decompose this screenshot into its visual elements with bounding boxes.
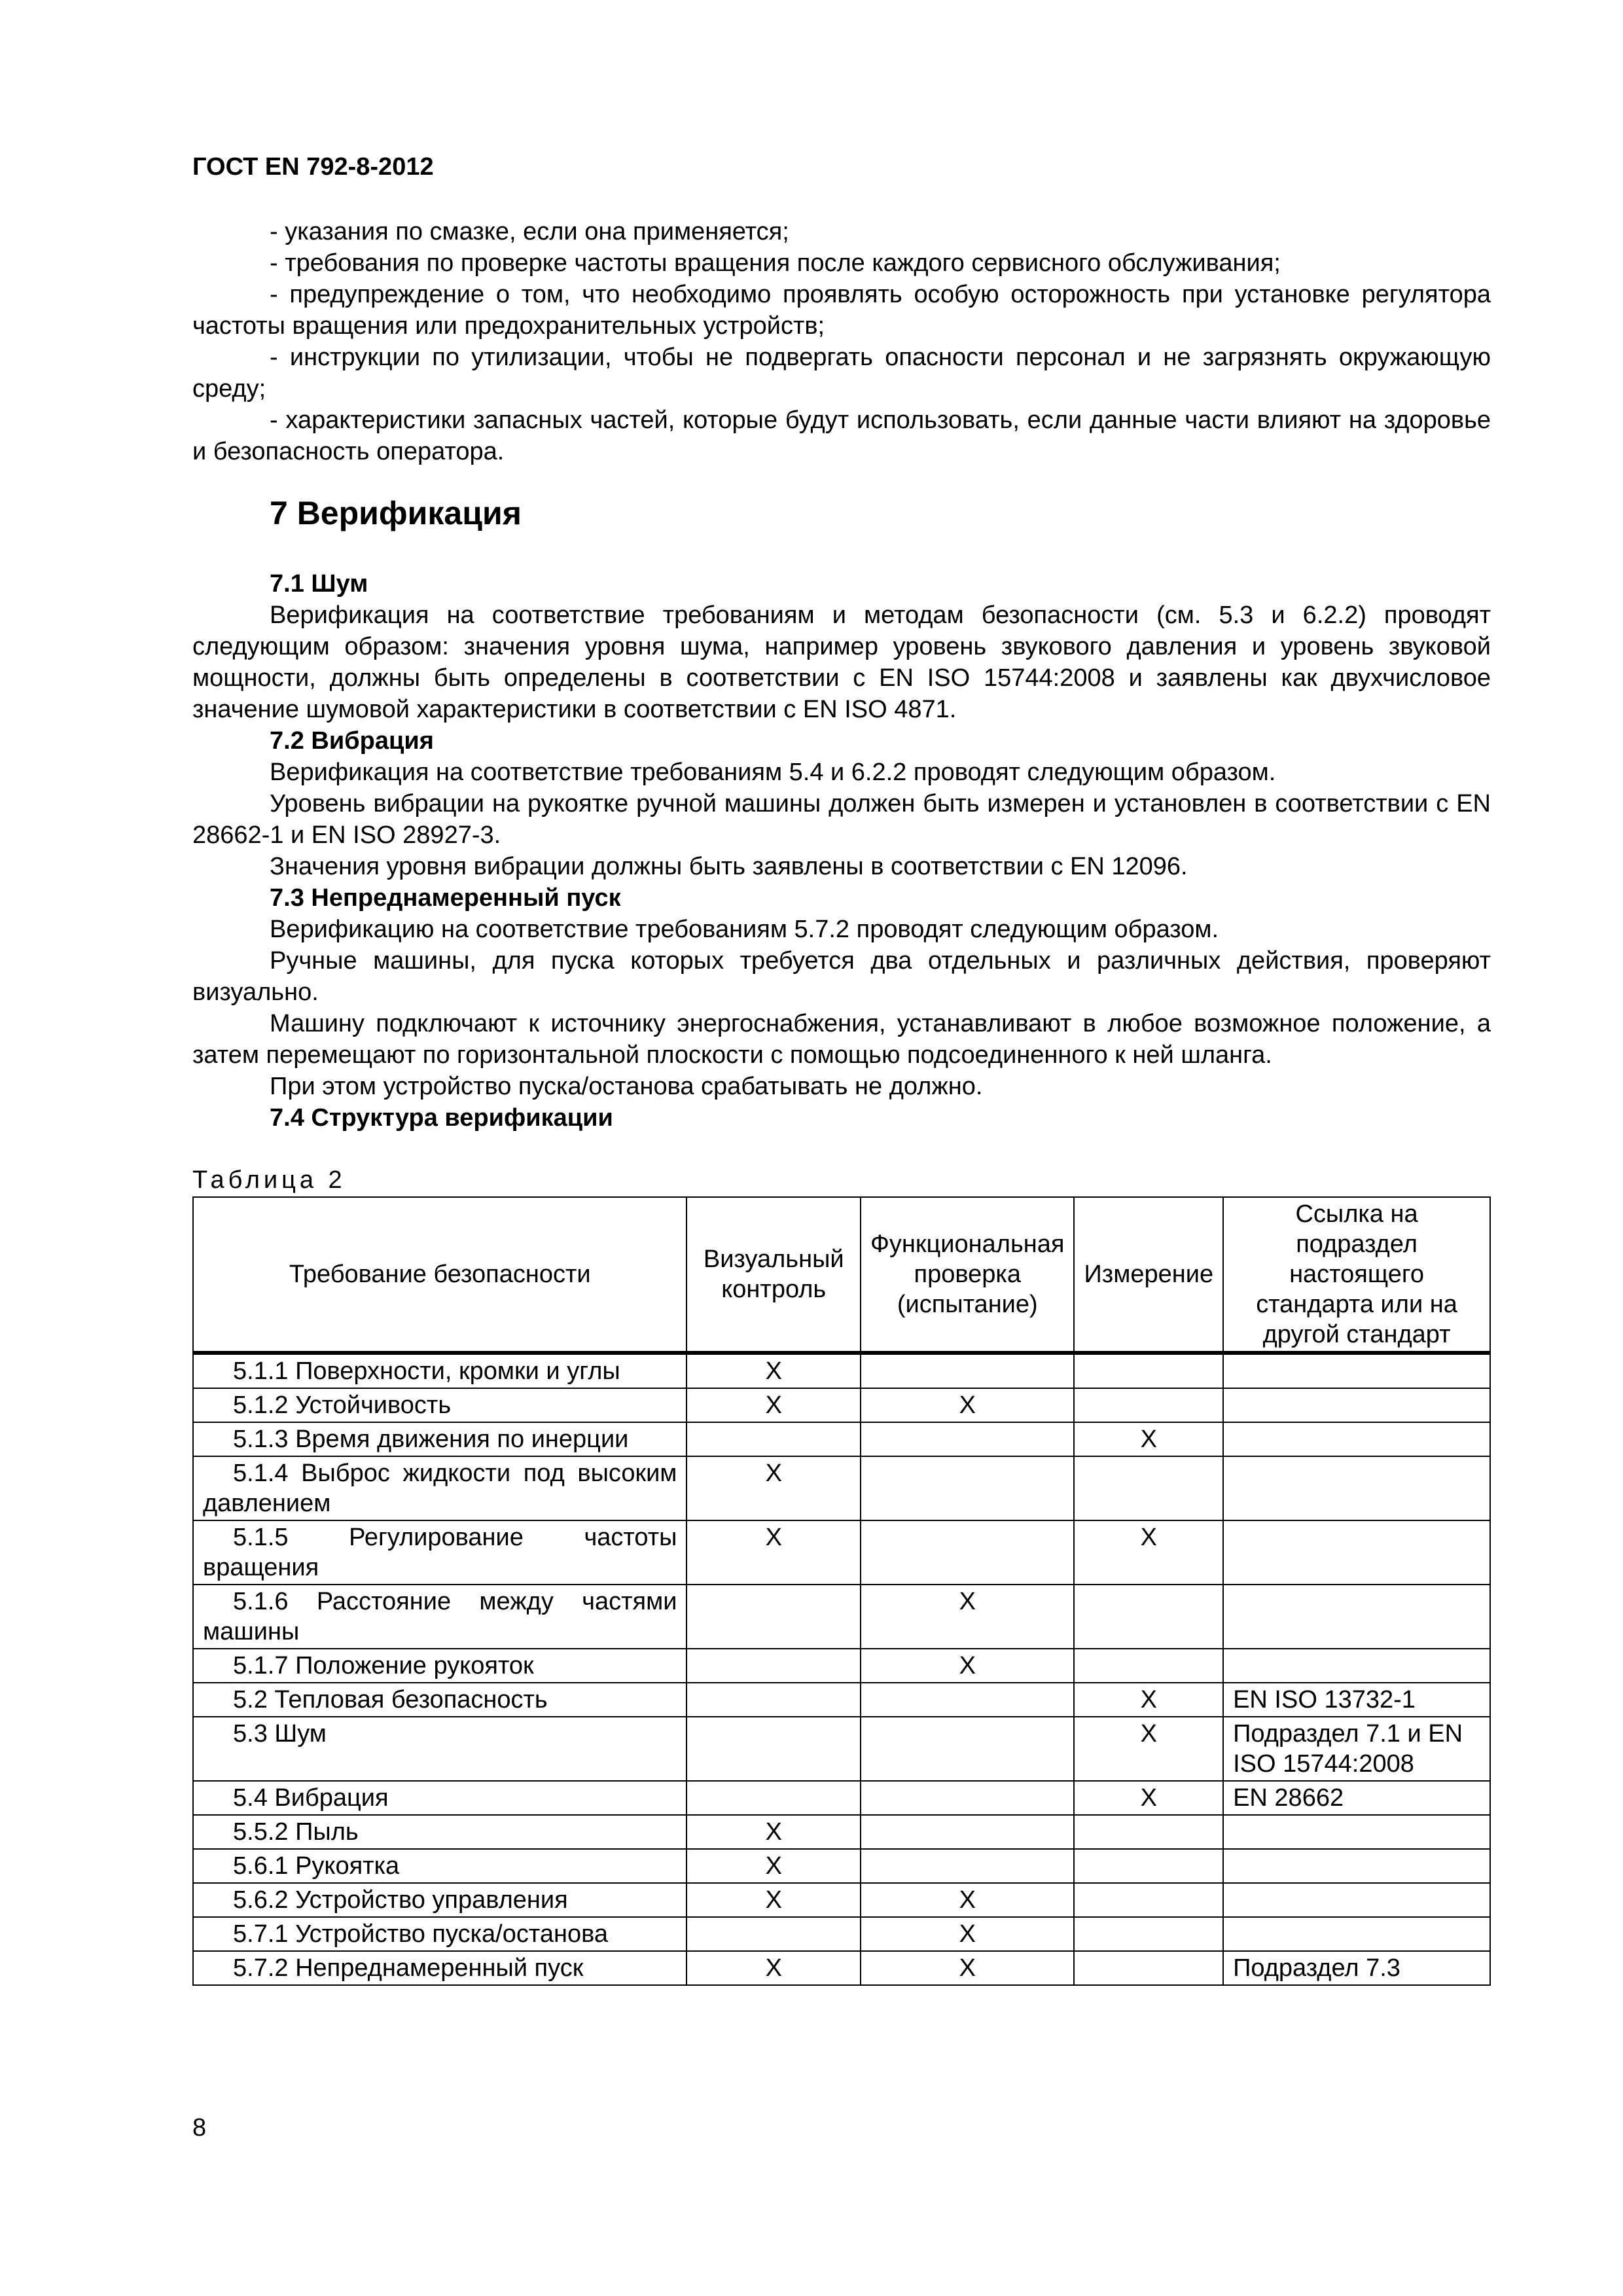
subsection-title: 7.4 Структура верификации	[270, 1104, 613, 1132]
table-cell: X	[861, 1883, 1074, 1917]
table-cell	[1074, 1917, 1223, 1951]
table-cell: X	[861, 1917, 1074, 1951]
column-header: Ссылка на подраздел настоящего стандарта или на другой стандарт	[1223, 1197, 1490, 1353]
intro-item: - характеристики запасных частей, которые будут использовать, если данные части влияют на здоровье и безопасность оператора.	[192, 406, 1491, 465]
table-cell: X	[687, 1520, 861, 1585]
table-cell	[687, 1917, 861, 1951]
table-row	[193, 1917, 1490, 1951]
table-cell	[1223, 1388, 1490, 1422]
table-cell: 5.4 Вибрация	[193, 1781, 687, 1815]
document-header: ГОСТ EN 792-8-2012	[192, 153, 434, 181]
table-row	[193, 1649, 1490, 1683]
table-cell	[861, 1849, 1074, 1883]
table-row	[193, 1951, 1490, 1985]
column-header: Визуальный контроль	[687, 1197, 861, 1353]
table-cell	[861, 1353, 1074, 1388]
table-cell: X	[687, 1849, 861, 1883]
table-cell	[861, 1815, 1074, 1849]
table-cell: X	[1074, 1717, 1223, 1781]
table-cell: Подраздел 7.3	[1223, 1951, 1490, 1985]
table-cell	[1074, 1353, 1223, 1388]
paragraph: Уровень вибрации на рукоятке ручной машины должен быть измерен и установлен в соответствии с EN 28662-1 и EN ISO 28927-3.	[192, 790, 1491, 849]
table-cell	[1223, 1520, 1490, 1585]
table-cell	[1223, 1917, 1490, 1951]
paragraph: Верификация на соответствие требованиям 5.4 и 6.2.2 проводят следующим образом.	[270, 759, 1276, 786]
table-cell: X	[687, 1353, 861, 1388]
table-cell: 5.3 Шум	[193, 1717, 687, 1781]
intro-item: - предупреждение о том, что необходимо проявлять особую осторожность при установке регулятора частоты вращения или предохранительных устройств;	[192, 281, 1491, 340]
table-cell	[1074, 1649, 1223, 1683]
table-cell	[1223, 1353, 1490, 1388]
table-cell	[1223, 1456, 1490, 1520]
table-row	[193, 1456, 1490, 1520]
table-cell: X	[687, 1456, 861, 1520]
table-row	[193, 1388, 1490, 1422]
column-header: Требование безопасности	[193, 1197, 687, 1353]
table-cell: X	[861, 1585, 1074, 1649]
table-cell	[1223, 1849, 1490, 1883]
table-row	[193, 1849, 1490, 1883]
column-header: Измерение	[1074, 1197, 1223, 1353]
table-row	[193, 1781, 1490, 1815]
table-cell: X	[1074, 1520, 1223, 1585]
table-cell: X	[861, 1388, 1074, 1422]
table-cell	[1074, 1456, 1223, 1520]
table-cell: X	[687, 1388, 861, 1422]
table-cell: 5.1.3 Время движения по инерции	[193, 1422, 687, 1456]
table-cell: 5.1.6 Расстояние между частями машины	[193, 1585, 687, 1649]
table-cell	[1074, 1951, 1223, 1985]
table-cell	[687, 1585, 861, 1649]
table-cell	[861, 1456, 1074, 1520]
table-caption: Таблица 2	[192, 1166, 346, 1194]
table-cell	[687, 1422, 861, 1456]
table-cell: 5.1.4 Выброс жидкости под высоким давлением	[193, 1456, 687, 1520]
table-row	[193, 1422, 1490, 1456]
paragraph: Ручные машины, для пуска которых требуется два отдельных и различных действия, проверяют визуально.	[192, 947, 1491, 1006]
column-header: Функциональная проверка (испытание)	[861, 1197, 1074, 1353]
table-cell	[1074, 1585, 1223, 1649]
table-cell	[1074, 1849, 1223, 1883]
table-row	[193, 1883, 1490, 1917]
subsection-title: 7.2 Вибрация	[270, 727, 434, 755]
table-row	[193, 1815, 1490, 1849]
table-cell: X	[861, 1951, 1074, 1985]
table-cell: 5.7.2 Непреднамеренный пуск	[193, 1951, 687, 1985]
table-cell	[687, 1781, 861, 1815]
table-cell	[1223, 1815, 1490, 1849]
table-cell	[861, 1781, 1074, 1815]
table-cell: 5.2 Тепловая безопасность	[193, 1683, 687, 1717]
table-cell	[1223, 1585, 1490, 1649]
paragraph: При этом устройство пуска/останова срабатывать не должно.	[270, 1073, 983, 1100]
subsection-title: 7.1 Шум	[270, 570, 368, 598]
table-cell: Подраздел 7.1 и EN ISO 15744:2008	[1223, 1717, 1490, 1781]
table-cell: X	[687, 1951, 861, 1985]
intro-item: - требования по проверке частоты вращения после каждого сервисного обслуживания;	[270, 249, 1281, 277]
table-cell: X	[861, 1649, 1074, 1683]
section-body	[192, 568, 1491, 1134]
table-cell	[1074, 1388, 1223, 1422]
table-row	[193, 1353, 1490, 1388]
table-cell: X	[1074, 1683, 1223, 1717]
section-title: 7 Верификация	[270, 495, 522, 531]
table-row	[193, 1520, 1490, 1585]
table-cell	[1074, 1883, 1223, 1917]
table-cell: 5.1.1 Поверхности, кромки и углы	[193, 1353, 687, 1388]
table-cell: 5.1.7 Положение рукояток	[193, 1649, 687, 1683]
paragraph: Верификация на соответствие требованиям и методам безопасности (см. 5.3 и 6.2.2) проводят следующим образом: значения уровня шума, например уровень звукового давления и уровень звуковой мощности, должны быть определены в соответствии с EN ISO 15744:2008 и заявлены как двухчисловое значение шумовой характеристики в соответствии с EN ISO 4871.	[192, 601, 1491, 723]
subsection-title: 7.3 Непреднамеренный пуск	[270, 884, 621, 912]
table-cell: EN 28662	[1223, 1781, 1490, 1815]
table-cell	[861, 1422, 1074, 1456]
table-cell	[1223, 1883, 1490, 1917]
table-cell: X	[1074, 1422, 1223, 1456]
table-cell	[687, 1649, 861, 1683]
table-row	[193, 1683, 1490, 1717]
table-cell: 5.1.5 Регулирование частоты вращения	[193, 1520, 687, 1585]
table-row	[193, 1585, 1490, 1649]
verification-table	[192, 1196, 1491, 1986]
table-cell: 5.1.2 Устойчивость	[193, 1388, 687, 1422]
intro-item: - указания по смазке, если она применяется;	[270, 218, 789, 245]
table-cell: 5.6.2 Устройство управления	[193, 1883, 687, 1917]
table-cell	[687, 1683, 861, 1717]
table-cell	[687, 1717, 861, 1781]
paragraph: Машину подключают к источнику энергоснабжения, устанавливают в любое возможное положение, а затем перемещают по горизонтальной плоскости с помощью подсоединенного к ней шланга.	[192, 1010, 1491, 1069]
table-row	[193, 1717, 1490, 1781]
intro-list	[192, 216, 1491, 467]
page-number: 8	[192, 2114, 207, 2142]
intro-item: - инструкции по утилизации, чтобы не подвергать опасности персонал и не загрязнять окружающую среду;	[192, 344, 1491, 403]
table-cell	[1074, 1815, 1223, 1849]
table-cell: EN ISO 13732-1	[1223, 1683, 1490, 1717]
table-cell: 5.5.2 Пыль	[193, 1815, 687, 1849]
table-cell: X	[1074, 1781, 1223, 1815]
table-cell	[861, 1717, 1074, 1781]
table-cell: 5.7.1 Устройство пуска/останова	[193, 1917, 687, 1951]
paragraph: Значения уровня вибрации должны быть заявлены в соответствии с EN 12096.	[270, 853, 1188, 880]
paragraph: Верификацию на соответствие требованиям 5.7.2 проводят следующим образом.	[270, 916, 1219, 943]
table-cell: X	[687, 1883, 861, 1917]
table-cell: X	[687, 1815, 861, 1849]
table-cell	[1223, 1649, 1490, 1683]
table-cell	[1223, 1422, 1490, 1456]
table-cell: 5.6.1 Рукоятка	[193, 1849, 687, 1883]
table-cell	[861, 1520, 1074, 1585]
table-cell	[861, 1683, 1074, 1717]
table-header-row	[193, 1197, 1490, 1353]
